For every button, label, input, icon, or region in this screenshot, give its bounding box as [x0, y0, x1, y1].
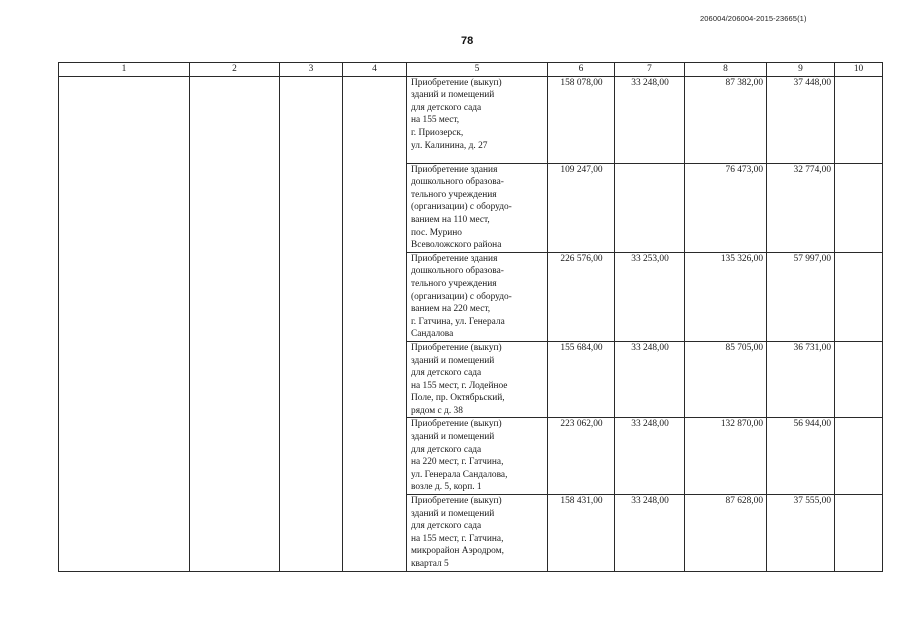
- column-header: 3: [280, 63, 343, 77]
- column-header: 8: [685, 63, 767, 77]
- column-header: 1: [59, 63, 190, 77]
- value-col7: 33 248,00: [615, 418, 685, 495]
- value-col9: 36 731,00: [767, 341, 835, 418]
- column-header: 4: [343, 63, 407, 77]
- value-col7: 33 248,00: [615, 495, 685, 572]
- value-col9: 32 774,00: [767, 163, 835, 252]
- empty-cell-col4: [343, 76, 407, 571]
- value-col7: 33 248,00: [615, 76, 685, 163]
- page-number: 78: [461, 35, 474, 47]
- value-col8: 132 870,00: [685, 418, 767, 495]
- item-description: Приобретение (выкуп) зданий и помещений для детского сада на 220 мест, г. Гатчина, ул. Генерала Сандалова, возле д. 5, корп. 1: [407, 418, 548, 495]
- empty-cell-col3: [280, 76, 343, 571]
- item-description: Приобретение здания дошкольного образова- тельного учреждения (организации) с оборудо- ванием на 220 мест, г. Гатчина, ул. Генерала Сандалова: [407, 252, 548, 341]
- document-id: 206004/206004-2015-23665(1): [700, 14, 807, 23]
- value-col10: [835, 495, 883, 572]
- value-col10: [835, 341, 883, 418]
- value-col10: [835, 76, 883, 163]
- empty-cell-col1: [59, 76, 190, 571]
- value-col10: [835, 418, 883, 495]
- value-col9: 57 997,00: [767, 252, 835, 341]
- item-description: Приобретение здания дошкольного образова- тельного учреждения (организации) с оборудо- ванием на 110 мест, пос. Мурино Всеволожского района: [407, 163, 548, 252]
- column-header: 2: [190, 63, 280, 77]
- value-col6: 223 062,00: [548, 418, 615, 495]
- budget-table: [58, 62, 883, 572]
- value-col6: 155 684,00: [548, 341, 615, 418]
- value-col7: [615, 163, 685, 252]
- value-col7: 33 248,00: [615, 341, 685, 418]
- value-col10: [835, 163, 883, 252]
- empty-cell-col2: [190, 76, 280, 571]
- item-description: Приобретение (выкуп) зданий и помещений для детского сада на 155 мест, г. Гатчина, микрорайон Аэродром, квартал 5: [407, 495, 548, 572]
- column-header: 9: [767, 63, 835, 77]
- column-header: 6: [548, 63, 615, 77]
- value-col9: 56 944,00: [767, 418, 835, 495]
- value-col8: 87 382,00: [685, 76, 767, 163]
- value-col6: 109 247,00: [548, 163, 615, 252]
- value-col8: 135 326,00: [685, 252, 767, 341]
- column-header: 10: [835, 63, 883, 77]
- table-row: [59, 76, 883, 163]
- column-header: 5: [407, 63, 548, 77]
- column-header: 7: [615, 63, 685, 77]
- column-number-row: [59, 63, 883, 77]
- value-col8: 85 705,00: [685, 341, 767, 418]
- value-col6: 158 078,00: [548, 76, 615, 163]
- value-col8: 87 628,00: [685, 495, 767, 572]
- item-description: Приобретение (выкуп) зданий и помещений для детского сада на 155 мест, г. Лодейное Поле, пр. Октябрьский, рядом с д. 38: [407, 341, 548, 418]
- value-col9: 37 448,00: [767, 76, 835, 163]
- value-col6: 226 576,00: [548, 252, 615, 341]
- value-col9: 37 555,00: [767, 495, 835, 572]
- value-col10: [835, 252, 883, 341]
- item-description: Приобретение (выкуп) зданий и помещений для детского сада на 155 мест, г. Приозерск, ул. Калинина, д. 27: [407, 76, 548, 163]
- value-col6: 158 431,00: [548, 495, 615, 572]
- value-col8: 76 473,00: [685, 163, 767, 252]
- value-col7: 33 253,00: [615, 252, 685, 341]
